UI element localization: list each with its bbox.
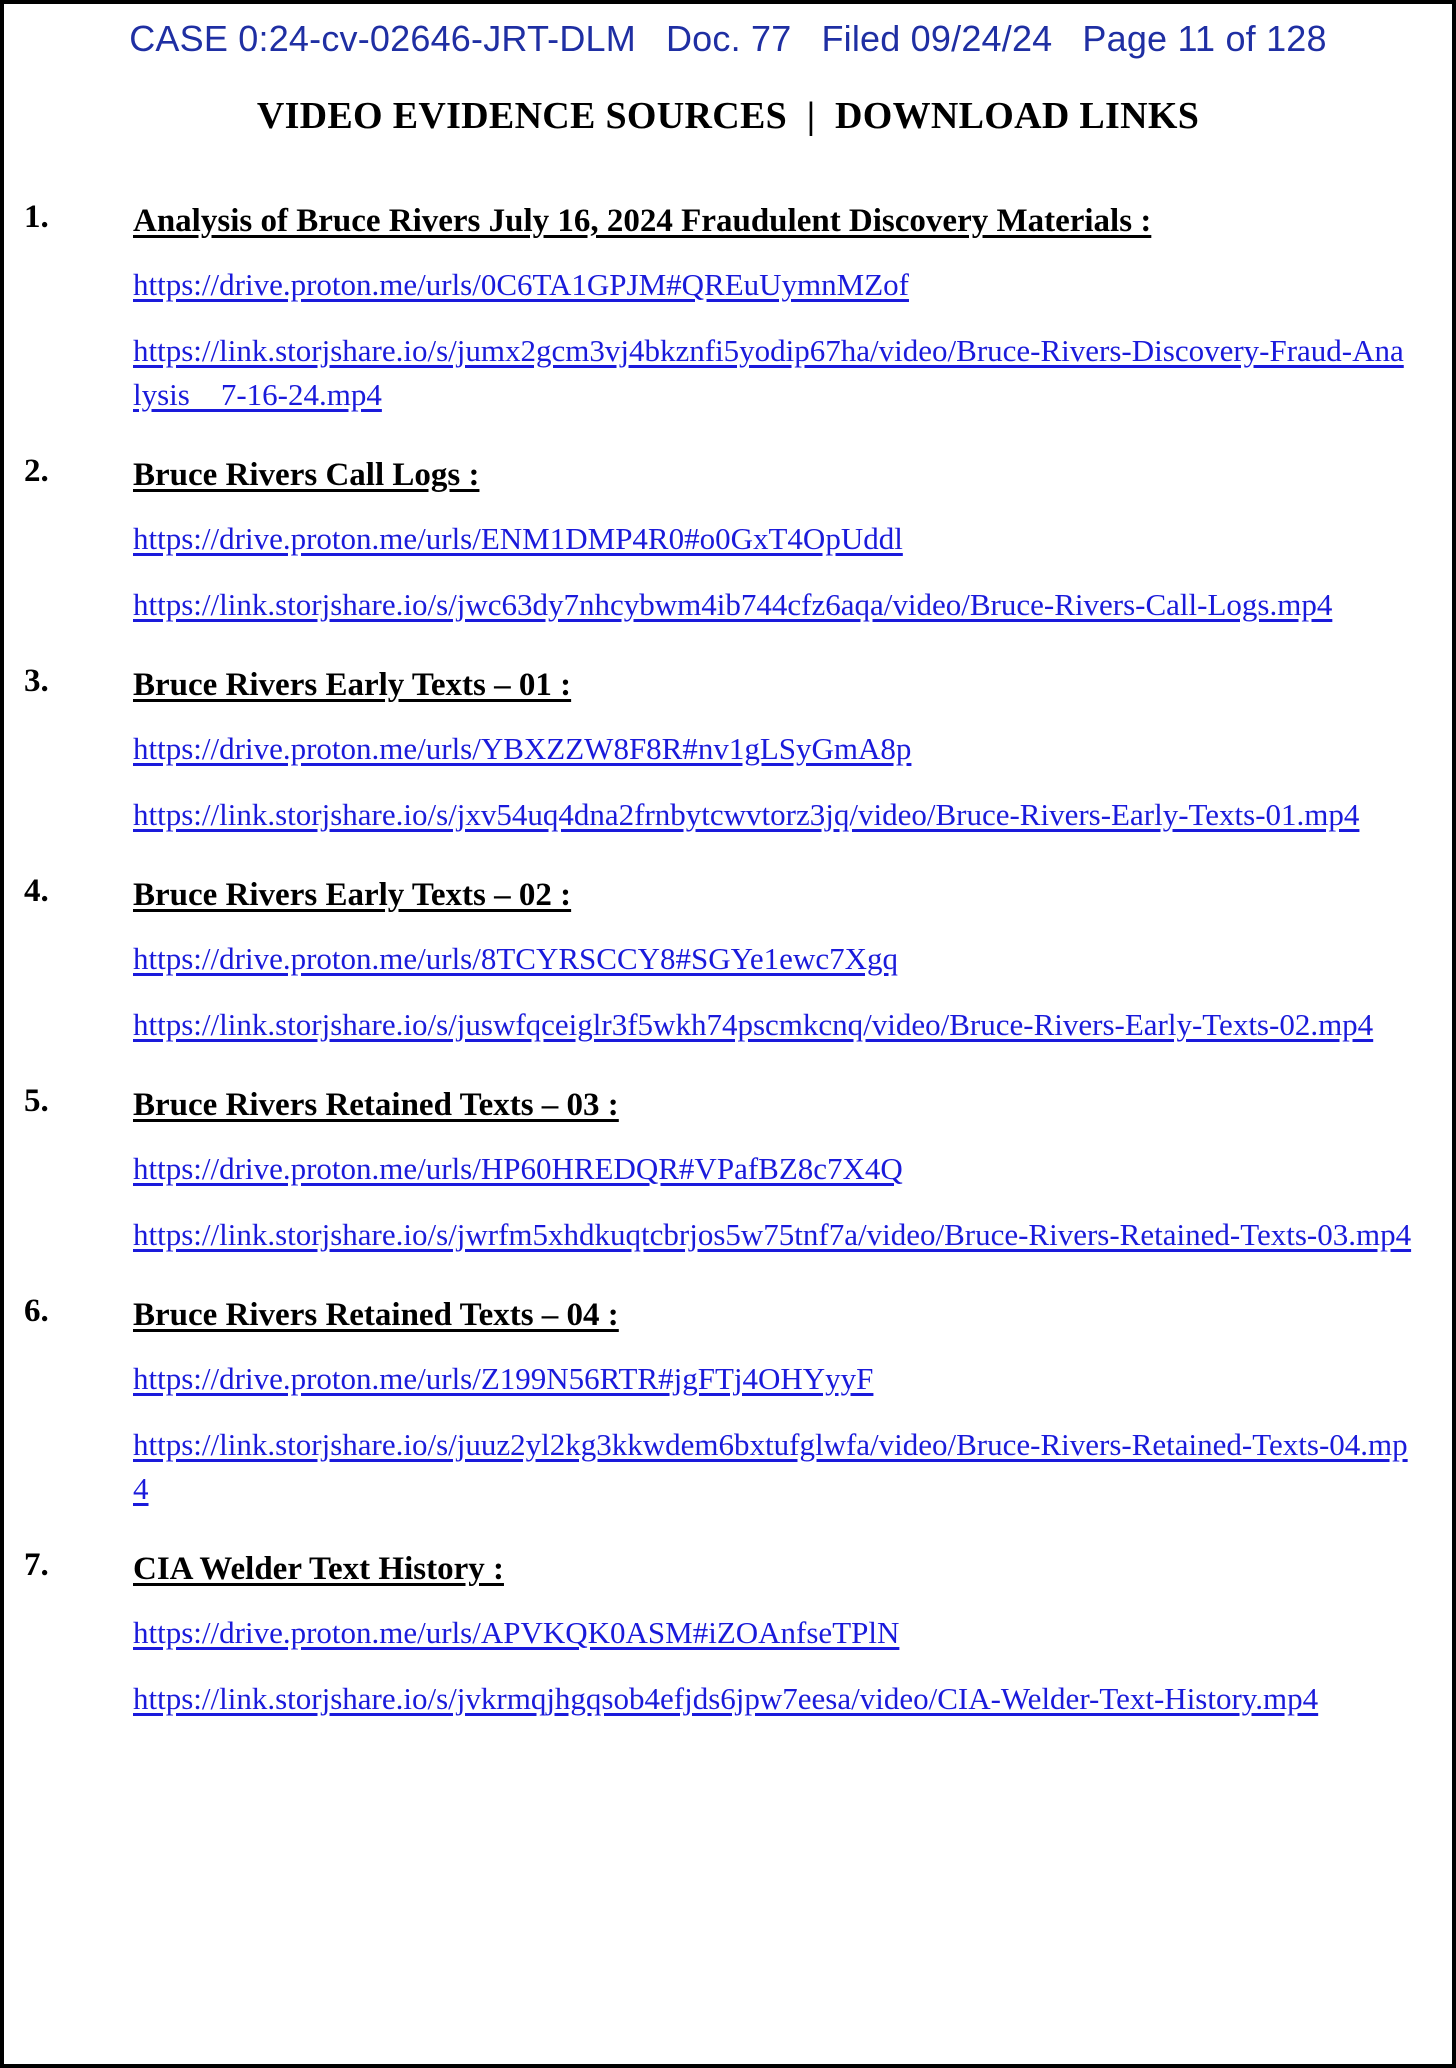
- storj-link[interactable]: https://link.storjshare.io/s/juswfqceiglr3f5wkh74pscmkcnq/video/Bruce-Rivers-Early-Texts-02.mp4: [133, 1007, 1374, 1042]
- entry-title: Analysis of Bruce Rivers July 16, 2024 Fraudulent Discovery Materials :: [133, 203, 1152, 239]
- entry-number: 3.: [24, 663, 49, 699]
- proton-link[interactable]: https://drive.proton.me/urls/Z199N56RTR#jgFTj4OHYyyF: [133, 1361, 874, 1396]
- entry-number: 7.: [24, 1547, 49, 1583]
- storj-link[interactable]: https://link.storjshare.io/s/jvkrmqjhgqsob4efjds6jpw7eesa/video/CIA-Welder-Text-History.mp4: [133, 1681, 1319, 1716]
- entry-number: 6.: [24, 1293, 49, 1329]
- entry-title: Bruce Rivers Retained Texts – 04 :: [133, 1297, 619, 1333]
- entry-title: Bruce Rivers Retained Texts – 03 :: [133, 1087, 619, 1123]
- list-item: [4, 1293, 1452, 1511]
- proton-link[interactable]: https://drive.proton.me/urls/HP60HREDQR#VPafBZ8c7X4Q: [133, 1151, 903, 1186]
- storj-link[interactable]: https://link.storjshare.io/s/jxv54uq4dna2frnbytcwvtorz3jq/video/Bruce-Rivers-Early-Texts-01.mp4: [133, 797, 1360, 832]
- entry-number: 5.: [24, 1083, 49, 1119]
- doc-number: Doc. 77: [665, 18, 792, 59]
- list-item: [4, 1547, 1452, 1721]
- proton-link[interactable]: https://drive.proton.me/urls/8TCYRSCCY8#SGYe1ewc7Xgq: [133, 941, 898, 976]
- document-title: VIDEO EVIDENCE SOURCES | DOWNLOAD LINKS: [256, 95, 1200, 137]
- storj-link[interactable]: https://link.storjshare.io/s/jumx2gcm3vj4bkznfi5yodip67ha/video/Bruce-Rivers-Discovery-Fraud-Analysis 7-16-24.mp4: [133, 333, 1404, 412]
- proton-link[interactable]: https://drive.proton.me/urls/APVKQK0ASM#iZOAnfseTPlN: [133, 1615, 900, 1650]
- case-number: CASE 0:24-cv-02646-JRT-DLM: [129, 18, 636, 59]
- list-item: [4, 453, 1452, 627]
- entry-title: CIA Welder Text History :: [133, 1551, 504, 1587]
- proton-link[interactable]: https://drive.proton.me/urls/0C6TA1GPJM#QREuUymnMZof: [133, 267, 909, 302]
- proton-link[interactable]: https://drive.proton.me/urls/ENM1DMP4R0#o0GxT4OpUddl: [133, 521, 903, 556]
- storj-link[interactable]: https://link.storjshare.io/s/jwrfm5xhdkuqtcbrjos5w75tnf7a/video/Bruce-Rivers-Retained-Texts-03.mp4: [133, 1217, 1412, 1252]
- storj-link[interactable]: https://link.storjshare.io/s/jwc63dy7nhcybwm4ib744cfz6aqa/video/Bruce-Rivers-Call-Logs.mp4: [133, 587, 1333, 622]
- entry-number: 1.: [24, 199, 49, 235]
- entry-title: Bruce Rivers Early Texts – 01 :: [133, 667, 572, 703]
- entry-number: 2.: [24, 453, 49, 489]
- list-item: [4, 663, 1452, 837]
- entry-title: Bruce Rivers Early Texts – 02 :: [133, 877, 572, 913]
- list-item: [4, 199, 1452, 417]
- page-number: Page 11 of 128: [1082, 18, 1327, 59]
- list-item: [4, 873, 1452, 1047]
- entry-title: Bruce Rivers Call Logs :: [133, 457, 480, 493]
- filed-date: Filed 09/24/24: [821, 18, 1053, 59]
- list-item: [4, 1083, 1452, 1257]
- storj-link[interactable]: https://link.storjshare.io/s/juuz2yl2kg3kkwdem6bxtufglwfa/video/Bruce-Rivers-Retained-Texts-04.mp4: [133, 1427, 1408, 1506]
- entry-number: 4.: [24, 873, 49, 909]
- proton-link[interactable]: https://drive.proton.me/urls/YBXZZW8F8R#nv1gLSyGmA8p: [133, 731, 912, 766]
- entry-list: [4, 199, 1452, 1757]
- case-header: [4, 18, 1452, 60]
